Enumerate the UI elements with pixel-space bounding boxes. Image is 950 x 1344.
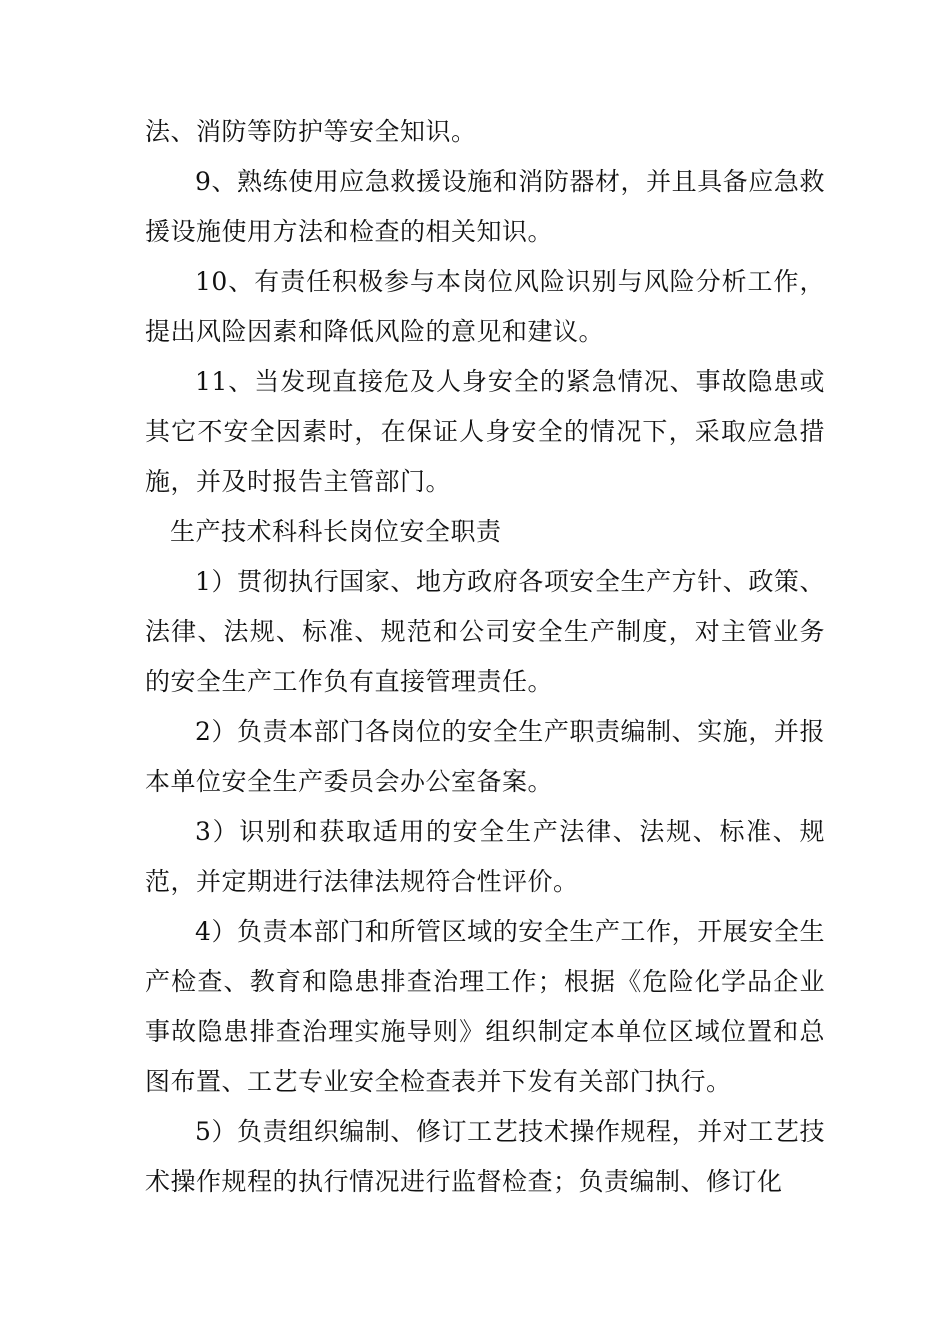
paragraph-item-10: 10、有责任积极参与本岗位风险识别与风险分析工作，提出风险因素和降低风险的意见和建议。 — [145, 267, 825, 346]
paragraph-item-11: 11、当发现直接危及人身安全的紧急情况、事故隐患或其它不安全因素时，在保证人身安全的情况下，采取应急措施，并及时报告主管部门。 — [145, 367, 825, 496]
duty-item-3: 3）识别和获取适用的安全生产法律、法规、标准、规范，并定期进行法律法规符合性评价。 — [145, 817, 825, 896]
duty-item-5: 5）负责组织编制、修订工艺技术操作规程，并对工艺技术操作规程的执行情况进行监督检查；负责编制、修订化 — [145, 1117, 825, 1196]
paragraph-item-9: 9、熟练使用应急救援设施和消防器材，并且具备应急救援设施使用方法和检查的相关知识。 — [145, 167, 825, 246]
section-title: 生产技术科科长岗位安全职责 — [170, 517, 502, 546]
duty-item-4: 4）负责本部门和所管区域的安全生产工作，开展安全生产检查、教育和隐患排查治理工作；根据《危险化学品企业事故隐患排查治理实施导则》组织制定本单位区域位置和总图布置、工艺专业安全检查表并下发有关部门执行。 — [145, 917, 825, 1096]
duty-item-2: 2）负责本部门各岗位的安全生产职责编制、实施，并报本单位安全生产委员会办公室备案。 — [145, 717, 825, 796]
paragraph-continuation: 法、消防等防护等安全知识。 — [145, 117, 477, 146]
duty-item-1: 1）贯彻执行国家、地方政府各项安全生产方针、政策、法律、法规、标准、规范和公司安全生产制度，对主管业务的安全生产工作负有直接管理责任。 — [145, 567, 825, 696]
document-page — [145, 107, 825, 1207]
